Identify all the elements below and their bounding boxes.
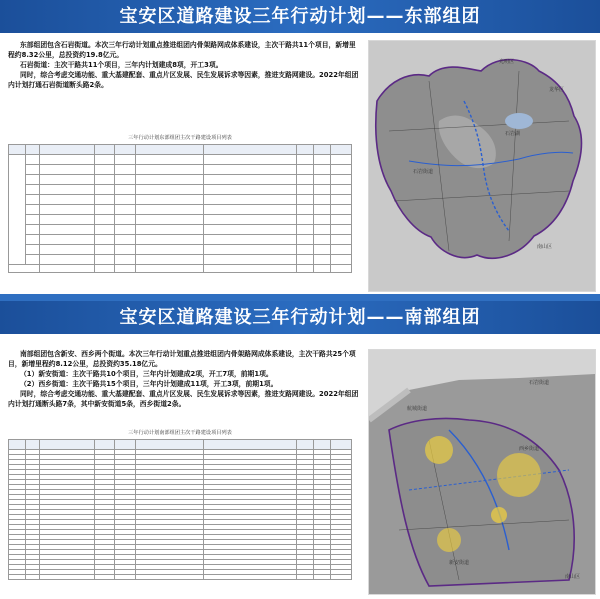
south-paragraph: 南部组团包含新安、西乡两个街道。本次三年行动计划重点推进组团内骨架路网成体系建设，主次干路共25个项目，新增里程约8.12公里，总投资约35.18亿元。 xyxy=(8,350,356,368)
east-description xyxy=(8,40,360,90)
south-title: 宝安区道路建设三年行动计划——南部组团 xyxy=(119,307,481,328)
map-label: 南山区 xyxy=(565,574,581,580)
map-label: 新安街道 xyxy=(449,560,470,566)
panel-divider xyxy=(0,294,600,301)
south-table-body xyxy=(9,450,352,580)
key-area-marker xyxy=(491,507,507,523)
east-title: 宝安区道路建设三年行动计划——东部组团 xyxy=(119,6,481,27)
table-row xyxy=(9,575,352,580)
map-label: 龙华区 xyxy=(549,87,565,93)
south-paragraph: 同时，综合考虑交通功能、重大基建配套、重点片区发展、民生发展诉求等因素，推进支路网建设。2022年组团内计划打通断头路7条，其中新安街道5条，西乡街道2条。 xyxy=(8,390,359,408)
south-title-banner xyxy=(0,301,600,334)
east-reservoir xyxy=(505,113,533,129)
map-label: 南山区 xyxy=(537,244,553,250)
key-area-marker xyxy=(497,453,541,497)
east-title-banner xyxy=(0,0,600,33)
south-cluster-panel xyxy=(0,301,600,599)
east-paragraph: 同时，综合考虑交通功能、重大基建配套、重点片区发展、民生发展诉求等因素，推进支路网建设。2022年组团内计划打通石岩街道断头路2条。 xyxy=(8,71,359,89)
key-area-marker xyxy=(425,436,453,464)
map-label: 西乡街道 xyxy=(519,446,540,452)
east-paragraph: 石岩街道：主次干路共11个项目，三年内计划建成8项，开工3项。 xyxy=(20,61,223,69)
east-project-table xyxy=(8,134,352,273)
map-label: 石岩街道 xyxy=(413,169,434,175)
south-map xyxy=(368,349,596,595)
east-map xyxy=(368,40,596,292)
east-table-caption: 三年行动计划东部组团主次干路建设项目列表 xyxy=(128,135,232,141)
east-table xyxy=(8,144,352,273)
south-table xyxy=(8,439,352,580)
east-paragraph: 东部组团包含石岩街道。本次三年行动计划重点推进组团内骨架路网成体系建设，主次干路共11个项目，新增里程约8.32公里，总投资约19.8亿元。 xyxy=(8,41,356,59)
south-map-graphic xyxy=(369,350,595,594)
south-description xyxy=(8,349,360,409)
east-map-graphic xyxy=(369,41,595,291)
south-paragraph: （2）西乡街道：主次干路共15个项目，三年内计划建成11项，开工3项，前期1项。 xyxy=(20,380,278,388)
east-cluster-panel xyxy=(0,0,600,294)
map-label: 石岩街道 xyxy=(529,380,550,386)
south-paragraph: （1）新安街道：主次干路共10个项目，三年内计划建成2项，开工7项，前期1项。 xyxy=(20,370,273,378)
south-project-table xyxy=(8,429,352,580)
south-table-caption: 三年行动计划南部组团主次干路建设项目列表 xyxy=(128,430,232,436)
map-label: 航城街道 xyxy=(407,406,428,412)
key-area-marker xyxy=(437,528,461,552)
map-label: 光明区 xyxy=(499,59,515,65)
map-label: 石岩湖 xyxy=(505,131,521,137)
